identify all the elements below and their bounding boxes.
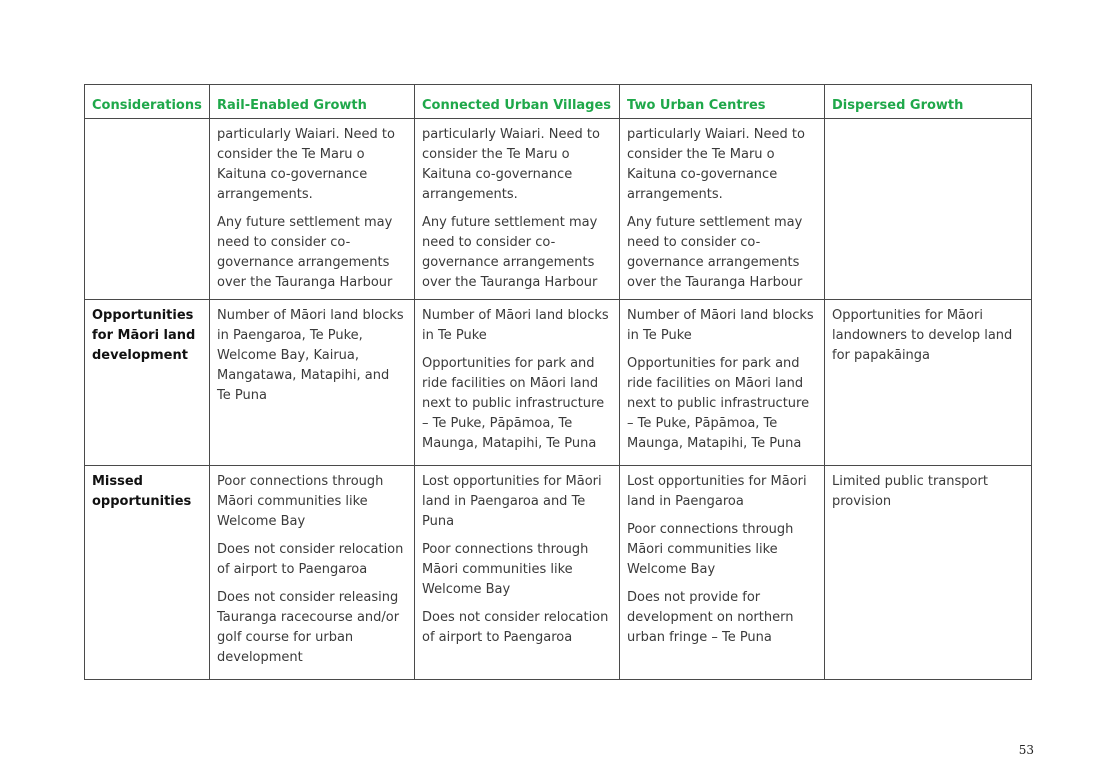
- page-number: 53: [1018, 743, 1034, 757]
- header-considerations: Considerations: [85, 85, 210, 119]
- table-cell-empty: [825, 119, 1032, 300]
- table-header-row: [85, 85, 1032, 119]
- cell-paragraph: Number of Māori land blocks in Paengaroa, Te Puke, Welcome Bay, Kairua, Mangatawa, Matapihi, and Te Puna: [217, 308, 404, 403]
- header-connected-urban-villages: Connected Urban Villages: [415, 85, 620, 119]
- table-cell: [415, 119, 620, 300]
- cell-paragraph: particularly Waiari. Need to consider the Te Maru o Kaituna co-governance arrangements.: [217, 127, 395, 202]
- table-cell: [620, 300, 825, 466]
- cell-paragraph: Poor connections through Māori communities like Welcome Bay: [422, 542, 589, 597]
- cell-paragraph: Opportunities for park and ride facilities on Māori land next to public infrastructure – Te Puke, Pāpāmoa, Te Maunga, Matapihi, Te Puna: [627, 356, 810, 451]
- table-row: [85, 300, 1032, 466]
- cell-paragraph: particularly Waiari. Need to consider the Te Maru o Kaituna co-governance arrangements.: [422, 127, 600, 202]
- cell-paragraph: Any future settlement may need to consider co-governance arrangements over the Tauranga Harbour: [217, 215, 393, 290]
- cell-paragraph: Any future settlement may need to consider co-governance arrangements over the Tauranga Harbour: [627, 215, 803, 290]
- table-cell: [825, 466, 1032, 680]
- table-cell: [825, 300, 1032, 466]
- table-cell: [210, 466, 415, 680]
- table-cell: [415, 466, 620, 680]
- row-consideration: Missed opportunities: [85, 466, 210, 680]
- header-dispersed-growth: Dispersed Growth: [825, 85, 1032, 119]
- row-consideration: [85, 119, 210, 300]
- cell-paragraph: Poor connections through Māori communities like Welcome Bay: [217, 474, 384, 529]
- cell-paragraph: Does not consider relocation of airport to Paengaroa: [422, 610, 609, 645]
- cell-paragraph: Poor connections through Māori communities like Welcome Bay: [627, 522, 794, 577]
- cell-paragraph: Opportunities for Māori landowners to develop land for papakāinga: [832, 308, 1013, 363]
- table-cell: [620, 119, 825, 300]
- table-cell: [620, 466, 825, 680]
- cell-paragraph: Any future settlement may need to consider co-governance arrangements over the Tauranga Harbour: [422, 215, 598, 290]
- considerations-table: [84, 84, 1032, 680]
- cell-paragraph: Lost opportunities for Māori land in Paengaroa: [627, 474, 807, 509]
- cell-paragraph: Does not consider releasing Tauranga racecourse and/or golf course for urban development: [217, 590, 400, 665]
- row-consideration: Opportunities for Māori land development: [85, 300, 210, 466]
- cell-paragraph: Number of Māori land blocks in Te Puke: [422, 308, 609, 343]
- cell-paragraph: Does not consider relocation of airport to Paengaroa: [217, 542, 404, 577]
- cell-paragraph: Does not provide for development on northern urban fringe – Te Puna: [627, 590, 794, 645]
- table-row: [85, 119, 1032, 300]
- table-cell: [210, 300, 415, 466]
- cell-paragraph: Lost opportunities for Māori land in Paengaroa and Te Puna: [422, 474, 602, 529]
- table-row: [85, 466, 1032, 680]
- header-two-urban-centres: Two Urban Centres: [620, 85, 825, 119]
- cell-paragraph: Number of Māori land blocks in Te Puke: [627, 308, 814, 343]
- cell-paragraph: Opportunities for park and ride facilities on Māori land next to public infrastructure – Te Puke, Pāpāmoa, Te Maunga, Matapihi, Te Puna: [422, 356, 605, 451]
- header-rail-enabled-growth: Rail-Enabled Growth: [210, 85, 415, 119]
- cell-paragraph: particularly Waiari. Need to consider the Te Maru o Kaituna co-governance arrangements.: [627, 127, 805, 202]
- table-cell: [210, 119, 415, 300]
- cell-paragraph: Limited public transport provision: [832, 474, 988, 509]
- table-cell: [415, 300, 620, 466]
